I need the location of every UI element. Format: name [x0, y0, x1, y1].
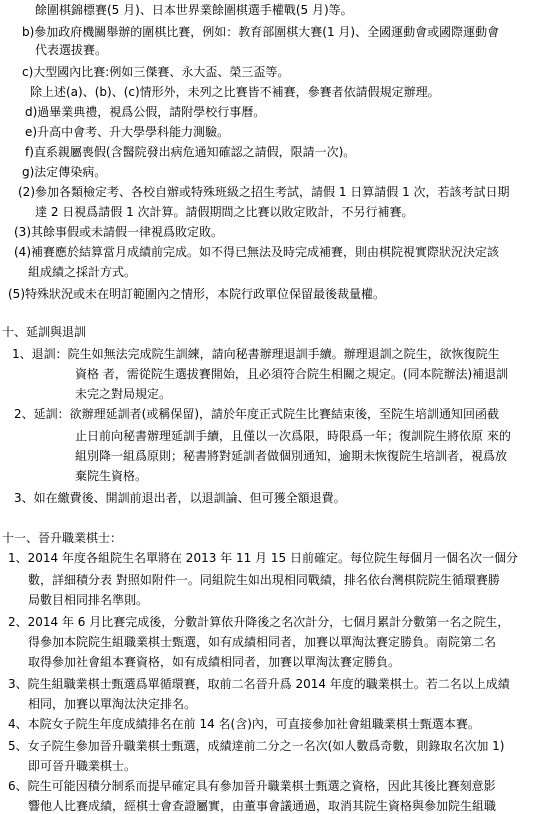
text-line: 響他人比賽成績，經棋士會查證屬實，由董事會議通過，取消其院生資格與參加院生組職: [28, 799, 497, 813]
text-line: 3、院生組職業棋士甄選爲單循環賽，取前二名晉升爲 2014 年度的職業棋士。若二名以上成績: [8, 677, 510, 691]
text-line: 局數目相同排名準則。: [28, 593, 149, 607]
text-line: (3)其餘事假或未請假一律視爲敗定敗。: [14, 225, 223, 239]
text-line: 取得參加社會組本賽資格，如有成績相同者，加賽以單淘汰賽定勝負。: [28, 655, 401, 669]
text-line: 組成績之採計方式。: [28, 265, 137, 279]
text-line: 2、延訓：欲辦理延訓者(或稱保留)，請於年度正式院生比賽結束後，至院生培訓通知回函截: [14, 407, 500, 421]
text-line: 得參加本院院生組職業棋士甄選，如有成績相同者，加賽以單淘汰賽定勝負。南院第二名: [28, 635, 497, 649]
text-line: b)參加政府機關舉辦的圍棋比賽，例如：教育部圍棋大賽(1 月)、全國運動會或國際運動會: [22, 25, 500, 39]
text-line: 1、2014 年度各組院生名單將在 2013 年 11 月 15 日前確定。每位院生每個月一個名次一個分: [8, 551, 518, 565]
text-line: g)法定傳染病。: [22, 165, 107, 179]
text-line: 資格 者，需從院生選拔賽開始，且必須符合院生相關之規定。(同本院辦法)補退訓: [75, 367, 509, 381]
text-line: 1、退訓：院生如無法完成院生訓練，請向秘書辦理退訓手續。辦理退訓之院生，欲恢復院生: [12, 347, 500, 361]
text-line: 代表選拔賽。: [35, 43, 108, 57]
text-line: d)過畢業典禮，視爲公假，請附學校行事曆。: [25, 105, 266, 119]
text-line: 未完之對局規定。: [75, 387, 172, 401]
text-line: 數，詳細積分表 對照如附件一。同組院生如出現相同戰績，排名依台灣棋院院生循環賽勝: [28, 573, 500, 587]
section-heading: 十、延訓與退訓: [2, 325, 87, 339]
text-line: 組別降一組爲原則；秘書將對延訓者做個別通知，逾期未恢復院生培訓者，視爲放: [75, 449, 508, 463]
section-heading: 十一、晉升職業棋士：: [2, 531, 123, 545]
text-line: 止日前向秘書辦理延訓手續，且僅以一次爲限，時限爲一年；復訓院生將依原 來的: [75, 429, 511, 443]
text-line: 餘圍棋錦標賽(5 月)、日本世界業餘圍棋選手權戰(5 月)等。: [35, 3, 353, 17]
text-line: 3、如在繳費後、開訓前退出者，以退訓論、但可獲全額退費。: [14, 491, 346, 505]
text-line: 2、2014 年 6 月比賽完成後，分數計算依升降後之名次計分，七個月累計分數第一名之院生，: [8, 615, 510, 629]
text-line: 5、女子院生參加晉升職業棋士甄選，成績達前二分之一名次(如人數爲奇數，則錄取名次加 1): [8, 739, 505, 753]
text-line: 除上述(a)、(b)、(c)情形外，未列之比賽皆不補賽，參賽者依請假規定辦理。: [30, 85, 440, 99]
text-line: 即可晉升職業棋士。: [28, 759, 137, 773]
text-line: 4、本院女子院生年度成績排名在前 14 名(含)內，可直接參加社會組職業棋士甄選本賽。: [8, 717, 480, 731]
text-line: c)大型國內比賽:例如三傑賽、永大盃、榮三盃等。: [22, 65, 290, 79]
text-line: 6、院生可能因積分制系而提早確定具有參加晉升職業棋士甄選之資格，因此其後比賽刻意影: [8, 779, 496, 793]
text-line: e)升高中會考、升大學學科能力測驗。: [25, 125, 230, 139]
text-line: 達 2 日視爲請假 1 次計算。請假期間之比賽以敗定敗計，不另行補賽。: [35, 205, 414, 219]
text-line: (5)特殊狀況或未在明訂範圍內之情形，本院行政單位保留最後裁量權。: [8, 287, 386, 301]
text-line: f)直系親屬喪假(含醫院發出病危通知確認之請假，限請一次)。: [25, 145, 356, 159]
text-line: (2)參加各類檢定考、各校自辦或特殊班級之招生考試，請假 1 日算請假 1 次，若該考試日期: [18, 185, 510, 199]
text-line: (4)補賽應於結算當月成績前完成。如不得已無法及時完成補賽，則由棋院視實際狀況決定該: [14, 245, 500, 259]
text-line: 棄院生資格。: [75, 469, 148, 483]
text-line: 相同，加賽以單淘汰決定排名。: [28, 697, 197, 711]
